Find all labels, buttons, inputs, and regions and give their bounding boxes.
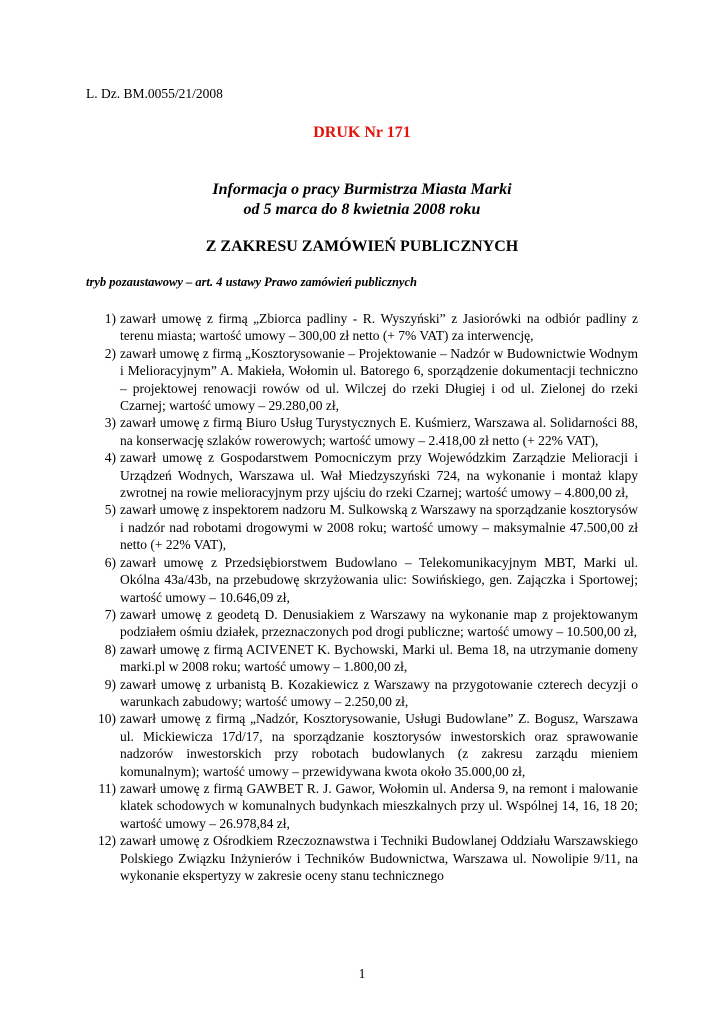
contract-item-text: zawarł umowę z firmą GAWBET R. J. Gawor, Wołomin ul. Andersa 9, na remont i malowanie klatek schodowych w komunalnych budynkach mieszkalnych przy ul. Wspólnej 14, 16, 18 20; wartość umowy – 26.978,84 zł, — [120, 780, 638, 831]
report-title — [0, 180, 724, 220]
contract-item — [86, 501, 638, 553]
procurement-mode: tryb pozaustawowy – art. 4 ustawy Prawo zamówień publicznych — [86, 275, 417, 289]
contract-item — [86, 554, 638, 606]
druk-number: DRUK Nr 171 — [313, 124, 411, 141]
contract-list — [86, 310, 638, 884]
contract-item-text: zawarł umowę z geodetą D. Denusiakiem z Warszawy na wykonanie map z projektowanym podziałem ośmiu działek, przeznaczonych pod drogi publiczne; wartość umowy – 10.500,00 zł, — [120, 606, 638, 640]
contract-item — [86, 414, 638, 449]
contract-item-text: zawarł umowę z firmą Biuro Usług Turystycznych E. Kuśmierz, Warszawa al. Solidarności 88, na konserwację szlaków rowerowych; wartość umowy – 2.418,00 zł netto (+ 22% VAT), — [120, 415, 638, 448]
contract-item-number: 7) — [104, 606, 116, 622]
contract-item-number: 12) — [98, 833, 116, 849]
contract-item-number: 4) — [104, 450, 116, 466]
contract-item-number: 10) — [98, 711, 116, 727]
contract-item-text: zawarł umowę z inspektorem nadzoru M. Sulkowską z Warszawy na sporządzanie kosztorysów i nadzór nad robotami drogowymi w 2008 roku; wartość umowy – maksymalnie 47.500,00 zł netto (+ 22% VAT), — [120, 502, 638, 553]
contract-item — [86, 710, 638, 780]
contract-item — [86, 345, 638, 415]
contract-item-number: 6) — [104, 554, 116, 570]
contract-item-text: zawarł umowę z firmą „Nadzór, Kosztorysowanie, Usługi Budowlane” Z. Bogusz, Warszawa ul. Mickiewicza 17d/17, na sporządzanie kosztorysów inwestorskich oraz sprawowanie nadzorów inwestorskich przy robotach budowlanych (z zakresu zarządu mieniem komunalnym); wartość umowy – przewidywana kwota około 35.000,00 zł, — [120, 711, 638, 779]
contract-item-number: 11) — [98, 780, 116, 796]
contract-item-text: zawarł umowę z firmą ACIVENET K. Bychowski, Marki ul. Bema 18, na utrzymanie domeny marki.pl w 2008 roku; wartość umowy – 1.800,00 zł, — [120, 641, 638, 675]
contract-item-number: 9) — [104, 676, 116, 692]
contract-item-number: 8) — [104, 641, 116, 657]
contract-item-text: zawarł umowę z firmą „Kosztorysowanie – Projektowanie – Nadzór w Budownictwie Wodnym i Melioracyjnym” A. Makieła, Wołomin ul. Batorego 6, sporządzenie dokumentacji techniczno – projektowej renowacji rowów od ul. Wilczej do rzeki Długiej i od ul. Zielonej do rzeki Czarnej; wartość umowy – 29.280,00 zł, — [120, 345, 638, 414]
contract-item-text: zawarł umowę z firmą „Zbiorca padliny - R. Wyszyński” z Jasiorówki na odbiór padliny z terenu miasta; wartość umowy – 300,00 zł netto (+ 7% VAT) za interwencję, — [120, 311, 638, 344]
contract-item-number: 2) — [104, 345, 116, 361]
contract-item — [86, 449, 638, 501]
section-heading: Z ZAKRESU ZAMÓWIEŃ PUBLICZNYCH — [205, 238, 519, 255]
contract-item — [86, 641, 638, 676]
contract-item — [86, 832, 638, 884]
contract-item — [86, 310, 638, 345]
contract-item — [86, 606, 638, 641]
page-number: 1 — [358, 966, 366, 981]
contract-item-text: zawarł umowę z Ośrodkiem Rzeczoznawstwa i Techniki Budowlanej Oddziału Warszawskiego Polskiego Związku Inżynierów i Techników Budownictwa, Warszawa ul. Nowolipie 9/11, na wykonanie ekspertyzy w zakresie oceny stanu technicznego — [120, 833, 638, 883]
contract-item-number: 3) — [104, 415, 116, 431]
report-title-line-1: Informacja o pracy Burmistrza Miasta Marki — [212, 181, 512, 198]
reference-number: L. Dz. BM.0055/21/2008 — [86, 86, 223, 101]
contract-item — [86, 676, 638, 711]
contract-item — [86, 780, 638, 832]
contract-item-text: zawarł umowę z Przedsiębiorstwem Budowlano – Telekomunikacyjnym MBT, Marki ul. Okólna 43a/43b, na przebudowę skrzyżowania ulic: Sowińskiego, gen. Zajączka i Sportowej; wartość umowy – 10.646,09 zł, — [120, 554, 638, 605]
contract-item-number: 5) — [104, 502, 116, 518]
report-title-line-2: od 5 marca do 8 kwietnia 2008 roku — [243, 201, 481, 218]
contract-item-number: 1) — [104, 311, 116, 326]
contract-item-text: zawarł umowę z Gospodarstwem Pomocniczym przy Wojewódzkim Zarządzie Melioracji i Urządzeń Wodnych, Warszawa ul. Wał Miedzyszyński 724, na wykonanie i montaż klapy zwrotnej na rowie melioracyjnym przy ujściu do rzeki Czarnej; wartość umowy – 4.800,00 zł, — [120, 450, 638, 501]
contract-item-text: zawarł umowę z urbanistą B. Kozakiewicz z Warszawy na przygotowanie czterech decyzji o warunkach zabudowy; wartość umowy – 2.250,00 zł, — [120, 676, 638, 709]
